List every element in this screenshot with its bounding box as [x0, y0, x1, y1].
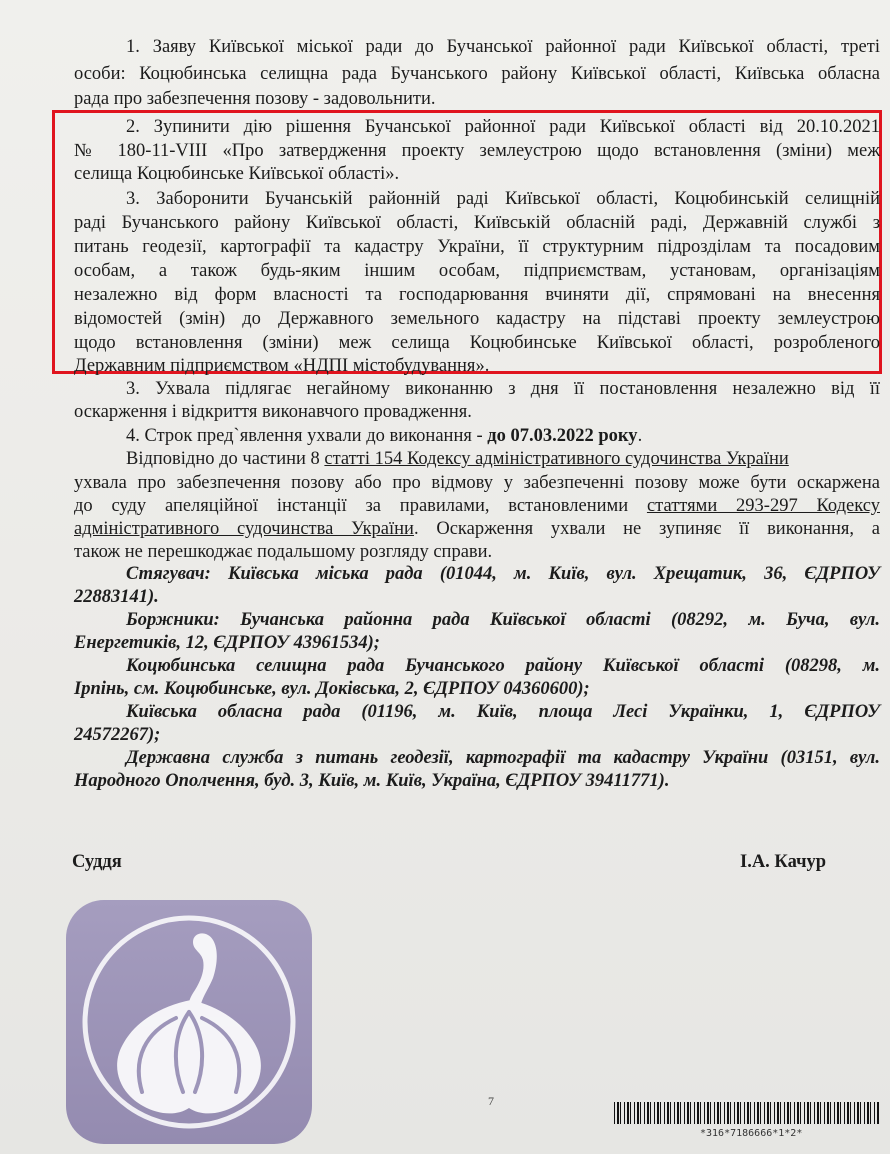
p6-line4-post: . Оскарження ухвали не зупиняє її виконання, а	[413, 519, 881, 539]
p3-line: незалежно від форм власності та господарювання вчиняти дії, спрямовані на внесення	[74, 285, 880, 305]
judge-name: І.А. Качур	[740, 852, 827, 872]
p6-line	[74, 448, 880, 470]
barcode	[614, 1102, 880, 1124]
p6-line3-pre: до суду апеляційної інстанції за правилами, встановленими	[74, 496, 647, 516]
p3-line: 3. Заборонити Бучанській районній раді Київської області, Коцюбинській селищній	[126, 189, 880, 209]
p2-line: селища Коцюбинське Київської області».	[74, 164, 400, 184]
debtor-line: Державна служба з питань геодезії, картографії та кадастру України (03151, вул.	[126, 748, 880, 768]
p6-line	[74, 495, 880, 517]
debtor-line: Народного Ополчення, буд. 3, Київ, м. Київ, Україна, ЄДРПОУ 39411771).	[74, 771, 670, 791]
code-link[interactable]: адміністративного судочинства України	[74, 519, 414, 539]
p1-line: особи: Коцюбинська селищна рада Бучанського району Київської області, Київська обласна	[74, 64, 880, 84]
article-154-link[interactable]: статті 154 Кодексу адміністративного судочинства України	[324, 449, 789, 469]
claimant-line: Стягувач: Київська міська рада (01044, м. Київ, вул. Хрещатик, 36, ЄДРПОУ	[126, 564, 880, 584]
p2-line: 2. Зупинити дію рішення Бучанської районної ради Київської області від 20.10.2021	[126, 117, 880, 137]
p6-line	[74, 518, 880, 540]
barcode-text: *316*7186666*1*2*	[700, 1128, 803, 1139]
p6-line: ухвала про забезпечення позову або про відмову у забезпеченні позову може бути оскаржена	[74, 473, 880, 493]
p3-line: відомостей (змін) до Державного земельного кадастру на підставі проекту землеустрою	[74, 309, 880, 329]
garlic-watermark-icon	[66, 900, 312, 1144]
p3-line: Державним підприємством «НДПІ містобудування».	[74, 356, 490, 376]
debtor-line: Боржники: Бучанська районна рада Київської області (08292, м. Буча, вул.	[126, 610, 880, 630]
debtor-line: Ірпінь, см. Коцюбинське, вул. Доківська, 2, ЄДРПОУ 04360600);	[74, 679, 590, 699]
p3-line: питань геодезії, картографії та кадастру України, її структурним підрозділам та посадовим	[74, 237, 880, 257]
p5-end: .	[637, 426, 643, 446]
debtor-line: 24572267);	[74, 725, 161, 745]
p5-line	[74, 425, 880, 447]
claimant-line: 22883141).	[74, 587, 159, 607]
judge-label: Суддя	[72, 852, 122, 872]
p6-pre: Відповідно до частини 8	[126, 449, 325, 469]
debtor-line: Київська обласна рада (01196, м. Київ, площа Лесі Українки, 1, ЄДРПОУ	[126, 702, 880, 722]
p4-line: 3. Ухвала підлягає негайному виконанню з дня її постановлення незалежно від її	[126, 379, 880, 399]
debtor-line: Енергетиків, 12, ЄДРПОУ 43961534);	[74, 633, 380, 653]
p6-line: також не перешкоджає подальшому розгляду справи.	[74, 542, 493, 562]
p1-line: рада про забезпечення позову - задовольнити.	[74, 89, 436, 109]
p4-line: оскарження і відкриття виконавчого провадження.	[74, 402, 472, 422]
p3-line: раді Бучанського району Київської області, Київській обласній раді, Державній службі з	[74, 213, 880, 233]
p2-line: № 180-11-VIII «Про затвердження проекту землеустрою щодо встановлення (зміни) меж	[74, 141, 880, 161]
p3-line: особам, а також будь-яким іншим особам, підприємствам, установам, організаціям	[74, 261, 880, 281]
debtor-line: Коцюбинська селищна рада Бучанського району Київської області (08298, м.	[126, 656, 880, 676]
p5-text: 4. Строк пред`явлення ухвали до виконання -	[126, 426, 488, 446]
p3-line: щодо встановлення (зміни) меж селища Коцюбинське Київської області, розробленого	[74, 333, 880, 353]
deadline-date: до 07.03.2022 року	[487, 426, 638, 446]
articles-293-297-link[interactable]: статтями 293-297 Кодексу	[646, 496, 880, 516]
page-number: 7	[488, 1094, 494, 1108]
p1-line: 1. Заяву Київської міської ради до Бучанської районної ради Київської області, треті	[126, 37, 880, 57]
